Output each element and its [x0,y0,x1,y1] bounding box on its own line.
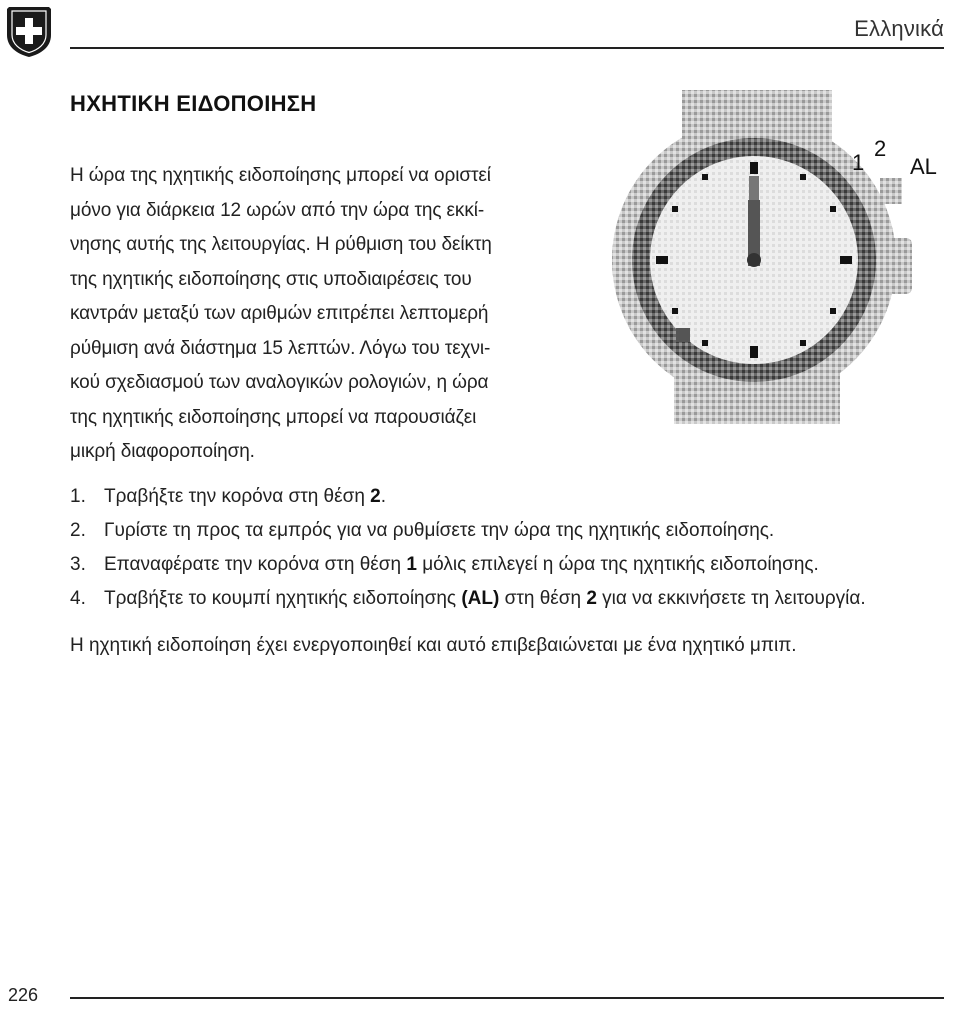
step-text: για να εκκινήσετε τη λειτουργία. [596,588,866,609]
step-text: στη θέση [499,588,587,609]
watch-svg [604,88,950,428]
step-number: 1. [70,486,86,507]
intro-line: μικρή διαφοροποίηση. [70,441,255,462]
step-text: Τραβήξτε το κουμπί ηχητικής ειδοποίησης [104,588,462,609]
step-text: Γυρίστε τη προς τα εμπρός για να ρυθμίσετε την ώρα της ηχητικής ειδοποίησης. [104,520,775,541]
step-number: 4. [70,588,86,609]
intro-line: μόνο για διάρκεια 12 ωρών από την ώρα της εκκί- [70,199,485,221]
crown [880,178,902,204]
language-label: Ελληνικά [854,16,944,41]
intro-line: καντράν μεταξύ των αριθμών επιτρέπει λεπτομερή [70,303,489,324]
page-number: 226 [8,985,39,1005]
step-text: . [380,486,387,507]
step-item [70,480,866,514]
date-window [676,328,690,342]
step-emphasis: 2 [370,486,381,507]
step-number: 3. [70,554,86,575]
step-emphasis: 1 [406,554,417,575]
step-number: 2. [70,520,86,541]
section-title: ΗΧΗΤΙΚΗ ΕΙΔΟΠΟΙΗΣΗ [70,91,317,116]
step-item [70,514,866,548]
footer-rule [70,997,944,999]
confirmation-text: Η ηχητική ειδοποίηση έχει ενεργοποιηθεί και αυτό επιβεβαιώνεται με ένα ηχητικό μπιπ. [70,635,797,656]
intro-line: ρύθμιση ανά διάστημα 15 λεπτών. Λόγω του τεχνι- [70,337,491,359]
step-emphasis: 2 [586,588,597,609]
step-item [70,548,866,582]
swiss-cross-shield-icon [5,5,53,59]
intro-line: κού σχεδιασμού των αναλογικών ρολογιών, η ώρα [70,372,489,393]
step-item [70,582,866,616]
intro-paragraph [70,159,570,470]
intro-line: νησης αυτής της λειτουργίας. Η ρύθμιση του δείκτη [70,234,492,255]
header-rule [70,47,944,49]
step-text: Επαναφέρατε την κορόνα στη θέση [104,554,407,575]
step-text: μόλις επιλεγεί η ώρα της ηχητικής ειδοποίησης. [416,554,819,575]
alarm-button-label: AL [910,154,937,179]
crown-position-2-label: 2 [874,136,887,161]
intro-line: της ηχητικής ειδοποίησης μπορεί να παρουσιάζει [70,406,477,428]
hand-pivot [747,253,761,267]
intro-line: της ηχητικής ειδοποίησης στις υποδιαιρέσεις του [70,268,472,290]
crown-position-1-label: 1 [852,150,865,175]
steps-list [70,480,866,616]
watch-illustration [604,88,950,428]
step-emphasis: (AL) [461,588,500,609]
intro-line: Η ώρα της ηχητικής ειδοποίησης μπορεί να οριστεί [70,165,491,186]
step-text: Τραβήξτε την κορόνα στη θέση [104,486,371,507]
alarm-pusher [888,238,912,294]
